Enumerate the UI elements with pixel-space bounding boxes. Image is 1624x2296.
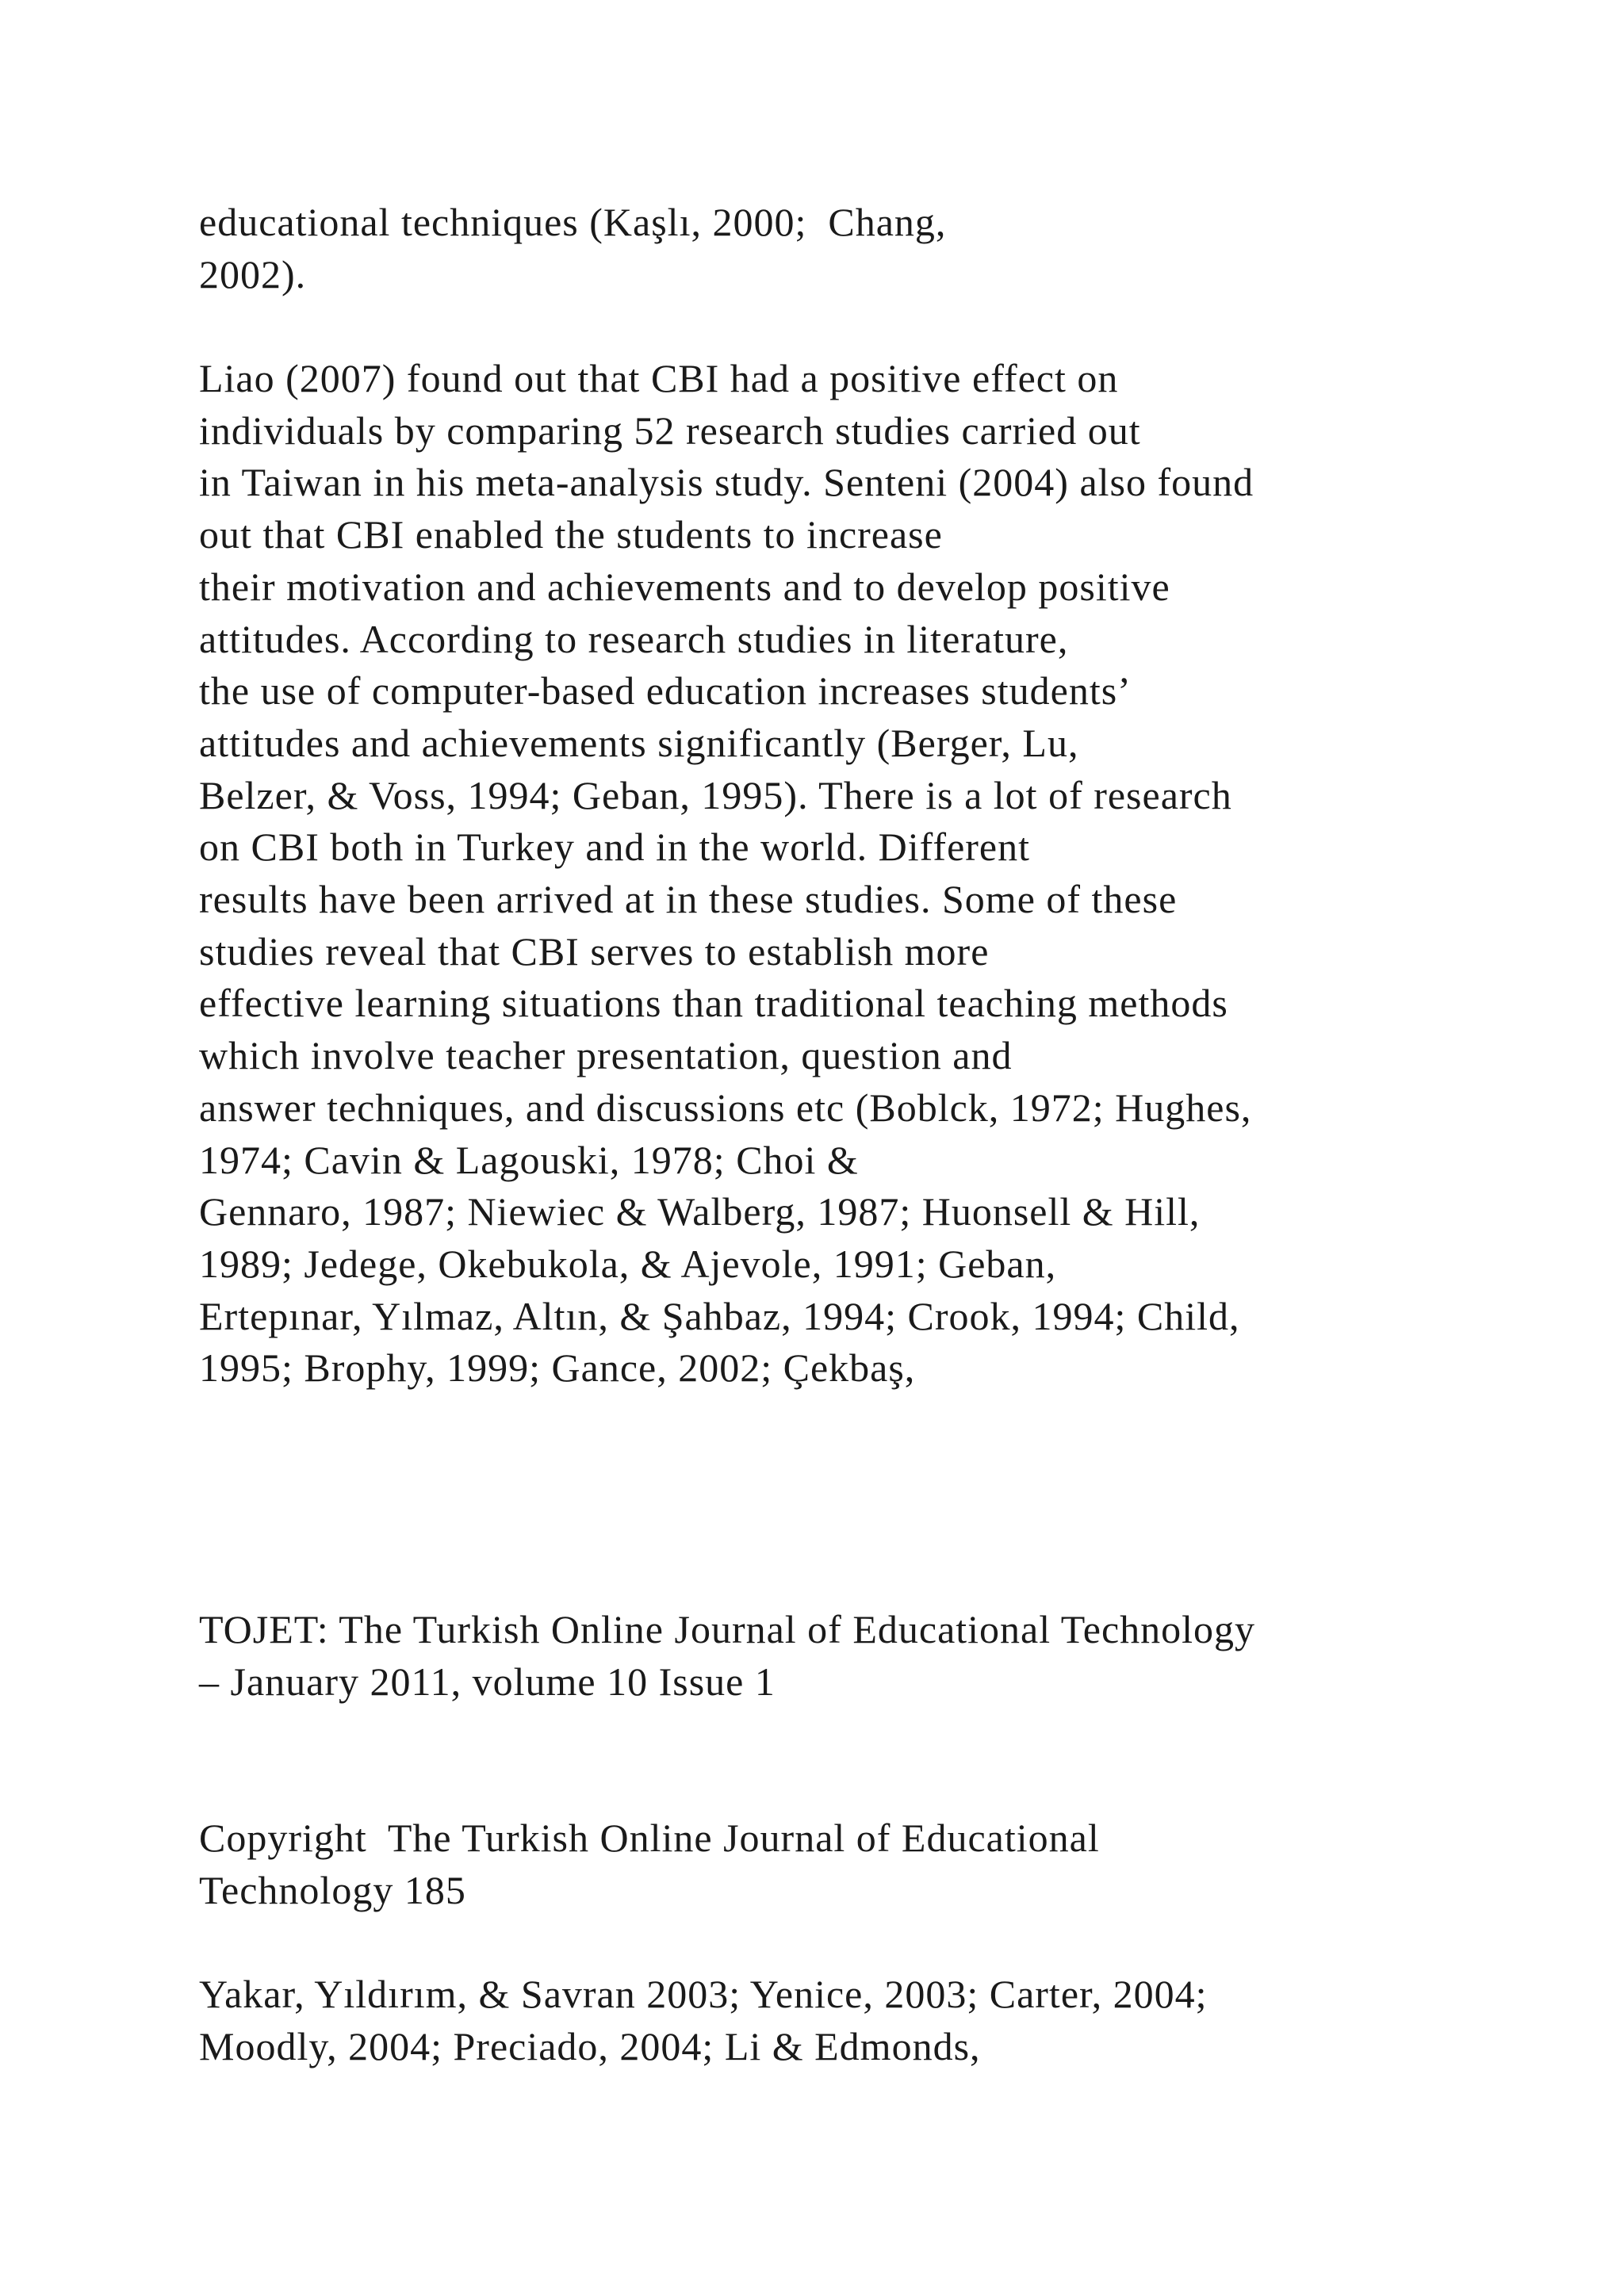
text-line: effective learning situations than traditional teaching methods <box>199 981 1228 1026</box>
text-line: answer techniques, and discussions etc (Boblck, 1972; Hughes, <box>199 1085 1252 1130</box>
text-line: in Taiwan in his meta-analysis study. Senteni (2004) also found <box>199 460 1254 505</box>
text-line: Gennaro, 1987; Niewiec & Walberg, 1987; Huonsell & Hill, <box>199 1189 1201 1234</box>
text-line: their motivation and achievements and to develop positive <box>199 564 1170 609</box>
journal-footer <box>199 1604 1255 1708</box>
paragraph-body <box>199 353 1254 1395</box>
text-line: results have been arrived at in these studies. Some of these <box>199 877 1178 922</box>
text-line: which involve teacher presentation, question and <box>199 1033 1013 1078</box>
text-line: Liao (2007) found out that CBI had a positive effect on <box>199 356 1119 400</box>
text-line: individuals by comparing 52 research studies carried out <box>199 408 1141 453</box>
text-line: educational techniques (Kaşlı, 2000; Chang, <box>199 200 947 244</box>
text-line: studies reveal that CBI serves to establish more <box>199 928 990 974</box>
text-line: – January 2011, volume 10 Issue 1 <box>199 1659 776 1704</box>
copyright-notice <box>199 1812 1100 1916</box>
text-line: the use of computer-based education increases students’ <box>199 668 1132 714</box>
paragraph-continued <box>199 1969 1208 2072</box>
text-line: Yakar, Yıldırım, & Savran 2003; Yenice, 2003; Carter, 2004; <box>199 1972 1208 2016</box>
text-line: Technology 185 <box>199 1867 466 1912</box>
text-line: TOJET: The Turkish Online Journal of Educational Technology <box>199 1607 1256 1651</box>
text-line: attitudes and achievements significantly (Berger, Lu, <box>199 720 1079 765</box>
text-line: attitudes. According to research studies in literature, <box>199 616 1069 661</box>
text-line: Copyright The Turkish Online Journal of Educational <box>199 1816 1100 1860</box>
text-line: 1974; Cavin & Lagouski, 1978; Choi & <box>199 1137 859 1182</box>
paragraph-continuation <box>199 197 946 300</box>
text-line: 1995; Brophy, 1999; Gance, 2002; Çekbaş, <box>199 1345 916 1391</box>
text-line: Ertepınar, Yılmaz, Altın, & Şahbaz, 1994; Crook, 1994; Child, <box>199 1293 1240 1338</box>
text-line: 1989; Jedege, Okebukola, & Ajevole, 1991; Geban, <box>199 1241 1057 1286</box>
text-line: out that CBI enabled the students to increase <box>199 512 943 557</box>
text-line: 2002). <box>199 251 307 297</box>
text-line: Moodly, 2004; Preciado, 2004; Li & Edmonds, <box>199 2023 981 2068</box>
text-line: on CBI both in Turkey and in the world. Different <box>199 825 1030 870</box>
text-line: Belzer, & Voss, 1994; Geban, 1995). There is a lot of research <box>199 772 1232 817</box>
